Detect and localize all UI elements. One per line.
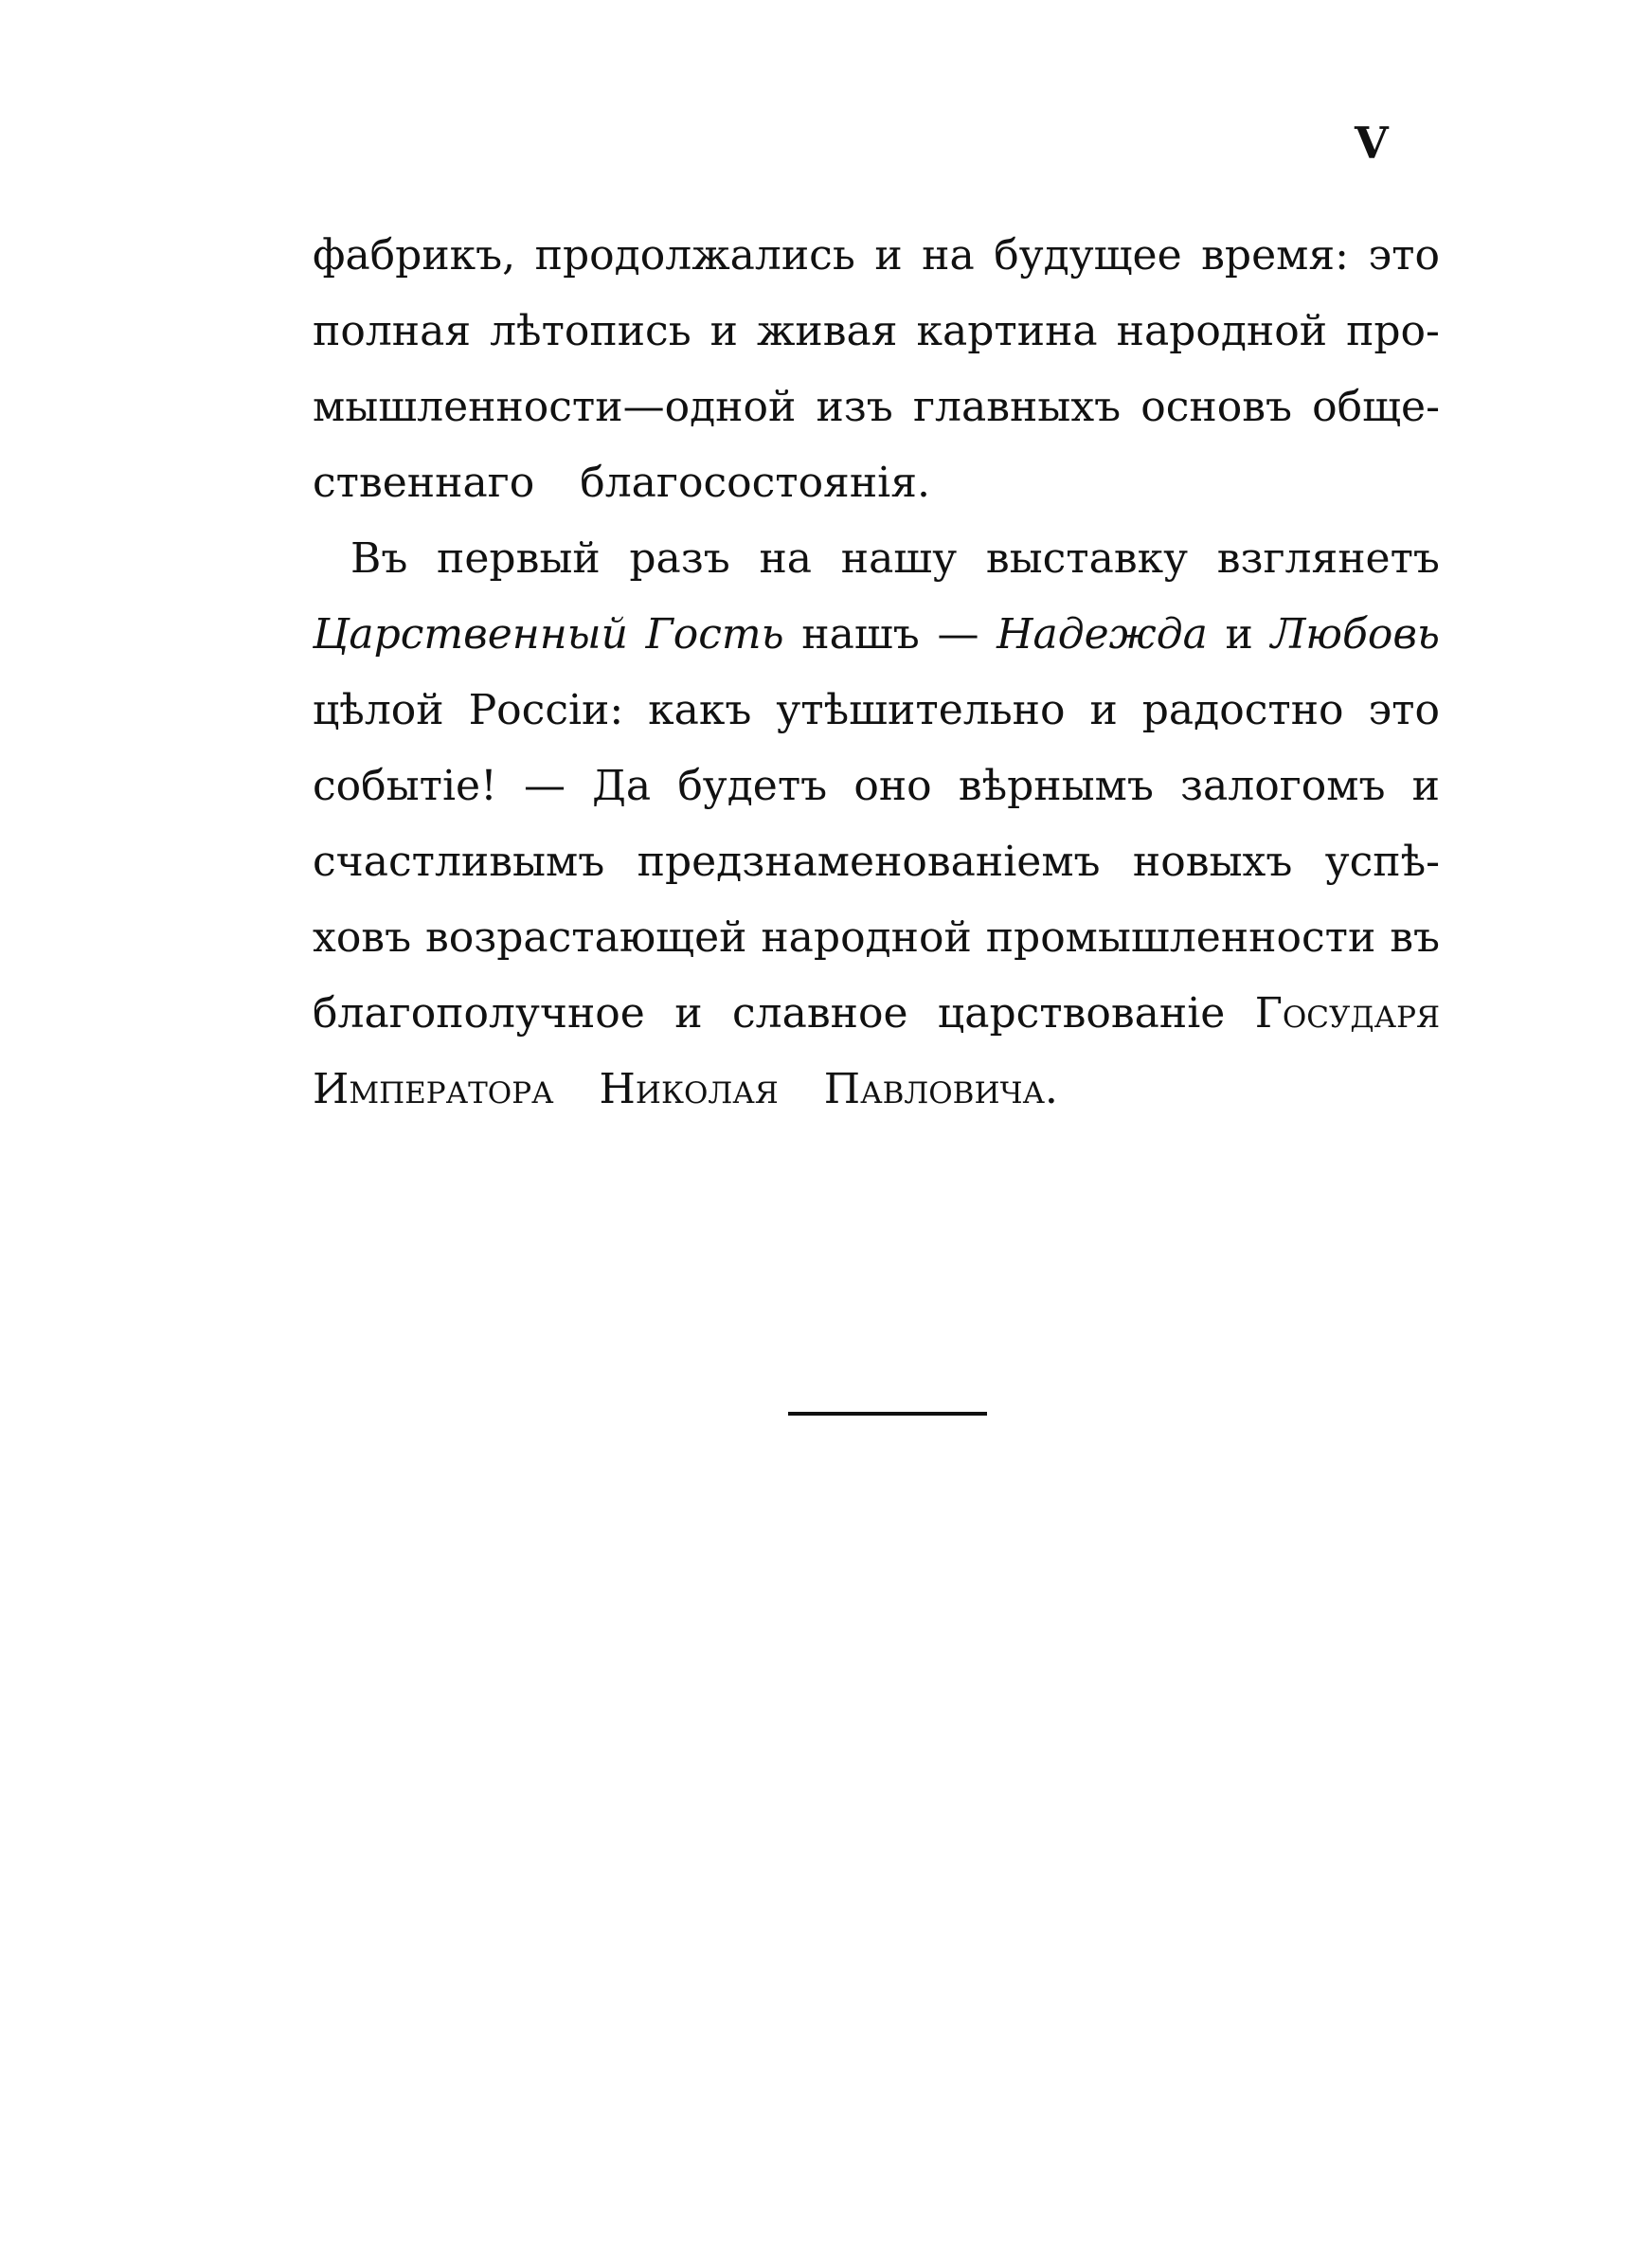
word: Государя <box>1254 989 1440 1038</box>
text-line <box>313 1052 1440 1128</box>
word: и <box>874 231 903 280</box>
word: оно <box>853 762 932 810</box>
word: въ <box>1390 913 1440 962</box>
word: народной <box>1116 307 1328 355</box>
word: нашу <box>840 534 958 583</box>
word: мышленности—одной <box>313 383 797 431</box>
body-text <box>313 218 1440 1128</box>
word: на <box>759 534 813 583</box>
word: выставку <box>985 534 1188 583</box>
word: это <box>1368 231 1440 280</box>
word: и <box>1225 610 1253 659</box>
word: благополучное <box>313 989 645 1038</box>
word: обще- <box>1312 383 1440 431</box>
section-end-rule <box>788 1412 987 1416</box>
word: — <box>523 762 566 810</box>
word: — <box>937 610 979 659</box>
word: нашъ <box>801 610 920 659</box>
word: полная <box>313 307 472 355</box>
word: про- <box>1346 307 1440 355</box>
word: на <box>922 231 975 280</box>
word: будетъ <box>677 762 828 810</box>
word: вѣрнымъ <box>958 762 1154 810</box>
word: царствованіе <box>937 989 1226 1038</box>
word: славное <box>732 989 908 1038</box>
word: залогомъ <box>1180 762 1386 810</box>
word: Гость <box>645 610 784 659</box>
word: Императора <box>313 1065 554 1113</box>
text-line <box>313 294 1440 370</box>
word: фабрикъ, <box>313 231 516 280</box>
word: разъ <box>629 534 730 583</box>
text-line <box>313 445 1440 521</box>
word: и <box>1089 686 1118 734</box>
word: Любовь <box>1270 610 1440 659</box>
text-line <box>313 370 1440 445</box>
word: и <box>674 989 703 1038</box>
text-line <box>313 976 1440 1052</box>
word: и <box>1411 762 1440 810</box>
word: Николая <box>599 1065 779 1113</box>
word: основъ <box>1140 383 1293 431</box>
word: взглянетъ <box>1216 534 1440 583</box>
word: Да <box>592 762 652 810</box>
word: картина <box>916 307 1098 355</box>
word: время: <box>1201 231 1349 280</box>
word: главныхъ <box>912 383 1122 431</box>
word: будущее <box>994 231 1182 280</box>
word: ственнаго <box>313 459 535 507</box>
word: какъ <box>648 686 752 734</box>
word: возрастающей <box>424 913 747 962</box>
word: счастливымъ <box>313 838 605 886</box>
text-line <box>313 900 1440 976</box>
word: благосостоянія. <box>580 459 930 507</box>
word: успѣ- <box>1324 838 1440 886</box>
word: народной <box>761 913 972 962</box>
word: Надежда <box>997 610 1208 659</box>
word: Царственный <box>313 610 628 659</box>
text-line <box>313 824 1440 900</box>
word: Россіи: <box>468 686 624 734</box>
text-line <box>313 673 1440 749</box>
word: лѣтопись <box>490 307 691 355</box>
word: утѣшительно <box>776 686 1066 734</box>
text-line <box>313 218 1440 294</box>
page-number: V <box>1355 117 1389 169</box>
word: изъ <box>816 383 893 431</box>
word: предзнаменованіемъ <box>637 838 1101 886</box>
word: и <box>709 307 738 355</box>
word: это <box>1368 686 1440 734</box>
word: продолжались <box>534 231 855 280</box>
word: новыхъ <box>1132 838 1293 886</box>
word: промышленности <box>985 913 1376 962</box>
text-line <box>313 521 1440 597</box>
word: живая <box>756 307 898 355</box>
text-line <box>313 749 1440 824</box>
word: цѣлой <box>313 686 444 734</box>
word: Въ <box>350 534 408 583</box>
word: Павловича. <box>823 1065 1058 1113</box>
text-line <box>313 597 1440 673</box>
word: событіе! <box>313 762 497 810</box>
word: радостно <box>1141 686 1344 734</box>
word: первый <box>437 534 601 583</box>
word: ховъ <box>313 913 412 962</box>
